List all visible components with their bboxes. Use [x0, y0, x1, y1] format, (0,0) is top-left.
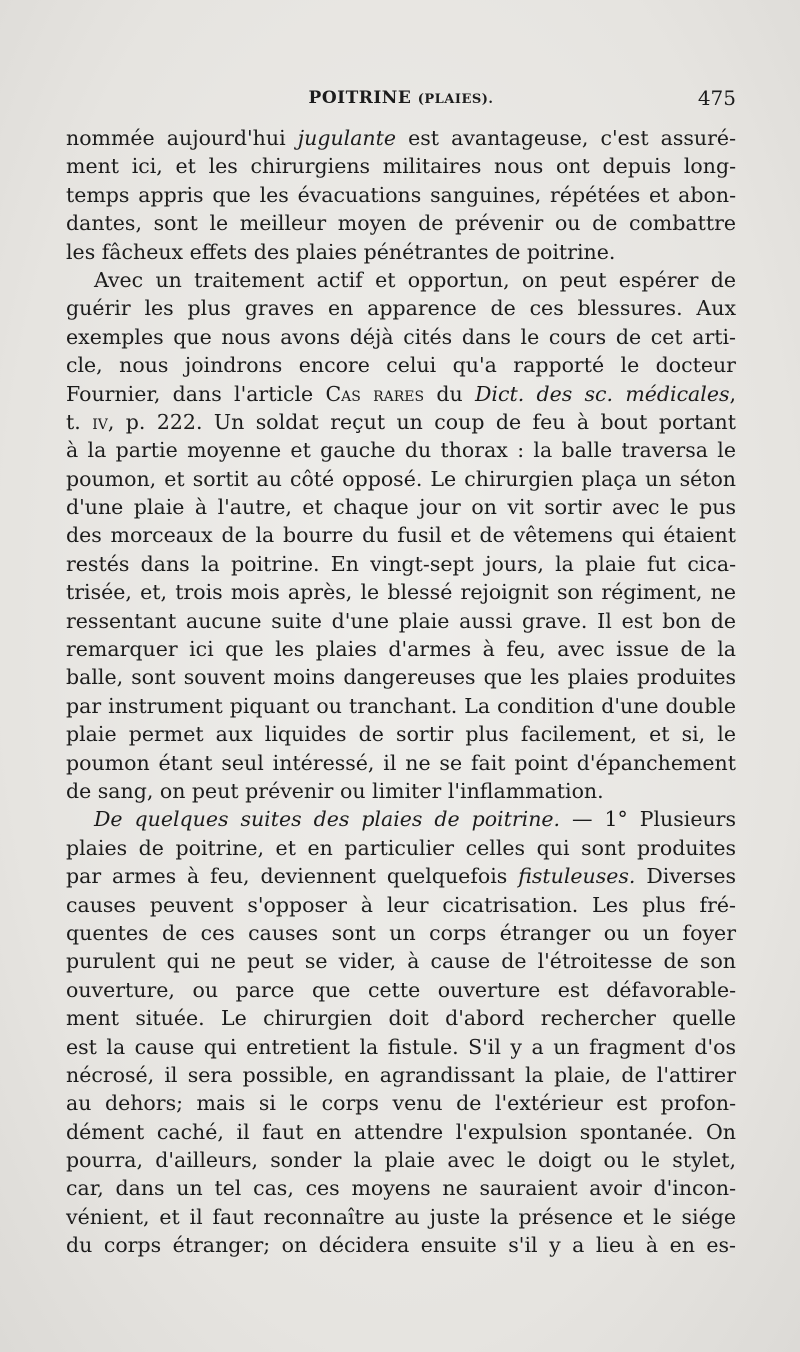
- text-line: restés dans la poitrine. En vingt-sept jours, la plaie fut cica-: [66, 551, 736, 576]
- text-line: ressentant aucune suite d'une plaie aussi grave. Il est bon de: [66, 608, 736, 633]
- text-line: dément caché, il faut en attendre l'expulsion spontanée. On: [66, 1119, 736, 1144]
- text-line: trisée, et, trois mois après, le blessé rejoignit son régiment, ne: [66, 580, 736, 605]
- text-line: les fâcheux effets des plaies pénétrantes de poitrine.: [66, 239, 616, 264]
- text-line: De quelques suites des plaies de poitrine. — 1° Plusieurs: [94, 807, 736, 832]
- text-line: au dehors; mais si le corps venu de l'extérieur est profon-: [66, 1091, 736, 1116]
- text-line: ouverture, ou parce que cette ouverture est défavorable-: [66, 977, 736, 1002]
- text-line: t. iv, p. 222. Un soldat reçut un coup de feu à bout portant: [66, 409, 737, 434]
- running-head: [66, 88, 736, 118]
- running-title: [66, 88, 736, 108]
- text-line: du corps étranger; on décidera ensuite s'il y a lieu à en es-: [66, 1233, 736, 1258]
- text-line: Avec un traitement actif et opportun, on peut espérer de: [94, 267, 736, 292]
- text-line: guérir les plus graves en apparence de ces blessures. Aux: [66, 296, 736, 321]
- text-line: des morceaux de la bourre du fusil et de vêtemens qui étaient: [66, 523, 736, 548]
- running-title-sub: (PLAIES).: [417, 92, 494, 107]
- body-text: [66, 124, 736, 1260]
- running-title-main: POITRINE: [308, 88, 412, 108]
- page-number: 475: [697, 86, 736, 110]
- text-line: ment située. Le chirurgien doit d'abord rechercher quelle: [66, 1006, 736, 1031]
- text-line: vénient, et il faut reconnaître au juste la présence et le siége: [66, 1204, 736, 1229]
- text-line: remarquer ici que les plaies d'armes à feu, avec issue de la: [66, 637, 736, 662]
- text-line: temps appris que les évacuations sanguines, répétées et abon-: [66, 182, 736, 207]
- text-line: quentes de ces causes sont un corps étranger ou un foyer: [66, 920, 736, 945]
- text-line: nommée aujourd'hui jugulante est avantageuse, c'est assuré-: [66, 126, 736, 150]
- text-line: de sang, on peut prévenir ou limiter l'inflammation.: [66, 778, 604, 803]
- text-line: d'une plaie à l'autre, et chaque jour on vit sortir avec le pus: [66, 495, 736, 520]
- text-line: purulent qui ne peut se vider, à cause de l'étroitesse de son: [66, 949, 736, 974]
- text-line: plaies de poitrine, et en particulier celles qui sont produites: [66, 835, 736, 860]
- text-line: poumon, et sortit au côté opposé. Le chirurgien plaça un séton: [66, 466, 736, 491]
- text-line: par instrument piquant ou tranchant. La condition d'une double: [66, 693, 736, 718]
- text-line: par armes à feu, deviennent quelquefois fistuleuses. Diverses: [66, 864, 736, 889]
- text-line: ment ici, et les chirurgiens militaires nous ont depuis long-: [66, 154, 736, 179]
- text-line: Fournier, dans l'article Cas rares du Dict. des sc. médicales,: [66, 381, 737, 406]
- text-line: dantes, sont le meilleur moyen de prévenir ou de combattre: [66, 211, 736, 236]
- text-line: pourra, d'ailleurs, sonder la plaie avec le doigt ou le stylet,: [66, 1148, 736, 1173]
- text-line: à la partie moyenne et gauche du thorax : la balle traversa le: [66, 438, 736, 463]
- text-line: plaie permet aux liquides de sortir plus facilement, et si, le: [66, 722, 736, 747]
- text-line: est la cause qui entretient la fistule. S'il y a un fragment d'os: [66, 1034, 736, 1059]
- text-line: cle, nous joindrons encore celui qu'a rapporté le docteur: [66, 353, 736, 378]
- text-line: exemples que nous avons déjà cités dans le cours de cet arti-: [66, 324, 736, 349]
- text-line: nécrosé, il sera possible, en agrandissant la plaie, de l'attirer: [66, 1062, 736, 1087]
- text-line: balle, sont souvent moins dangereuses que les plaies produites: [66, 665, 736, 690]
- text-line: poumon étant seul intéressé, il ne se fait point d'épanchement: [66, 750, 736, 775]
- text-line: causes peuvent s'opposer à leur cicatrisation. Les plus fré-: [66, 892, 736, 917]
- text-line: car, dans un tel cas, ces moyens ne sauraient avoir d'incon-: [66, 1176, 736, 1201]
